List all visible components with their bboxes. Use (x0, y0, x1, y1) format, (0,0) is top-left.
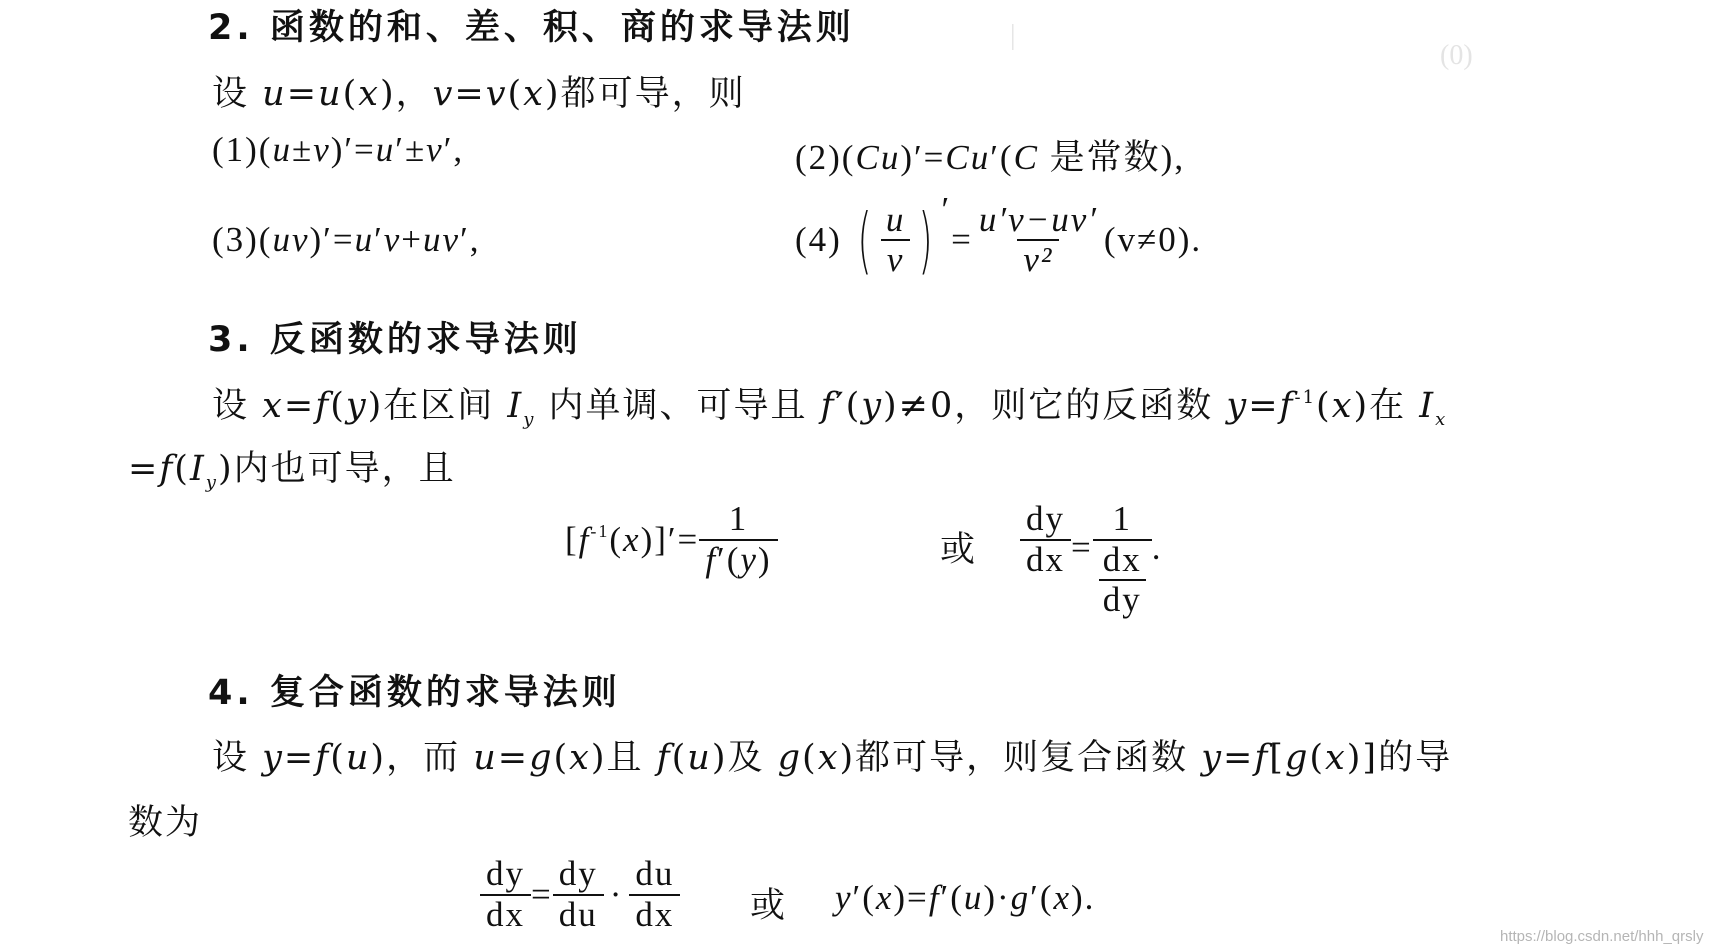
prime-mark: ′ (941, 190, 952, 229)
fraction-1-over-dx-dy (1093, 500, 1152, 620)
denominator: dx (480, 894, 531, 935)
equals-sign: = (531, 874, 553, 914)
right-paren: ) (918, 198, 934, 282)
fraction-dy-dx (1020, 500, 1071, 579)
numerator: u (885, 199, 906, 239)
equals-sign: = (951, 220, 973, 259)
section-3-line-2: $=f(I_y)$内也可导，且 (128, 449, 456, 493)
numerator: u′v−uv′ (978, 199, 1098, 239)
denominator: dx (1020, 539, 1071, 580)
rule-3: (3)(uv)′=u′v+uv′, (212, 220, 481, 259)
condition: (v≠0). (1103, 220, 1203, 259)
numerator: dy (1026, 499, 1065, 538)
rule-4 (795, 190, 1202, 290)
inverse-formula-right (1020, 500, 1163, 620)
section-3-line-1: 设 x=f(y)在区间 $I_y$ 内单调、可导且 f′(y)≠0，则它的反函数 $y=f^{-1}(x)$在 $I_x$ (212, 386, 1448, 430)
bleed-through-mark: (0) (1440, 40, 1473, 71)
inner-numerator: dx (1102, 539, 1142, 579)
inner-denominator: dy (1099, 579, 1146, 620)
section-2-heading: 2. 函数的和、差、积、商的求导法则 (208, 8, 855, 48)
chain-rule-alt: y′(x)=f′(u)·g′(x). (835, 878, 1096, 917)
denominator: v (886, 240, 905, 279)
multiply-dot: · (609, 874, 624, 914)
bleed-through-mark: | (1010, 20, 1016, 51)
left-paren: ( (857, 198, 873, 282)
rule-4-label: (4) (795, 220, 842, 259)
numerator: dy (558, 854, 598, 893)
equals-sign: = (1071, 528, 1093, 567)
period: . (1151, 528, 1163, 567)
inverse-formula-left: $[f^{-1}(x)]'=$ $\frac{1}{f'(y)}$ (565, 500, 778, 579)
fraction-quotient-rule (973, 201, 1104, 280)
or-word: 或 (750, 886, 788, 926)
section-4-line-1: 设 y=f(u)，而 u=g(x)且 f(u)及 g(x)都可导，则复合函数 y=f[g(x)]的导 (212, 738, 1453, 778)
watermark-url: https://blog.csdn.net/hhh_qrsly (1500, 928, 1704, 945)
numerator: dy (486, 854, 525, 893)
fraction-du-dx (629, 855, 680, 934)
numerator: 1 (1112, 499, 1132, 538)
rule-2: (2)(Cu)′=Cu′(C 是常数), (795, 138, 1186, 177)
rule-1: (1)(u±v)′=u′±v′, (212, 130, 465, 169)
fraction-dy-dx (480, 855, 531, 934)
fraction-u-over-v (880, 201, 912, 280)
section-3-heading: 3. 反函数的求导法则 (208, 320, 582, 360)
numerator: 1 (728, 499, 749, 538)
denominator: du (553, 894, 604, 935)
chain-rule-formula (480, 855, 680, 934)
or-word: 或 (940, 530, 978, 570)
section-4-line-2: 数为 (128, 803, 203, 843)
section-2-intro: 设 u=u(x)，v=v(x)都可导，则 (212, 74, 746, 114)
fraction-1-over-fprime: $\frac{1}{f'(y)}$ (699, 500, 777, 579)
fraction-dy-du (553, 855, 604, 934)
denominator: dx (629, 894, 680, 935)
numerator: du (635, 854, 675, 893)
denominator: v² (1023, 240, 1054, 279)
section-4-heading: 4. 复合函数的求导法则 (208, 673, 621, 713)
